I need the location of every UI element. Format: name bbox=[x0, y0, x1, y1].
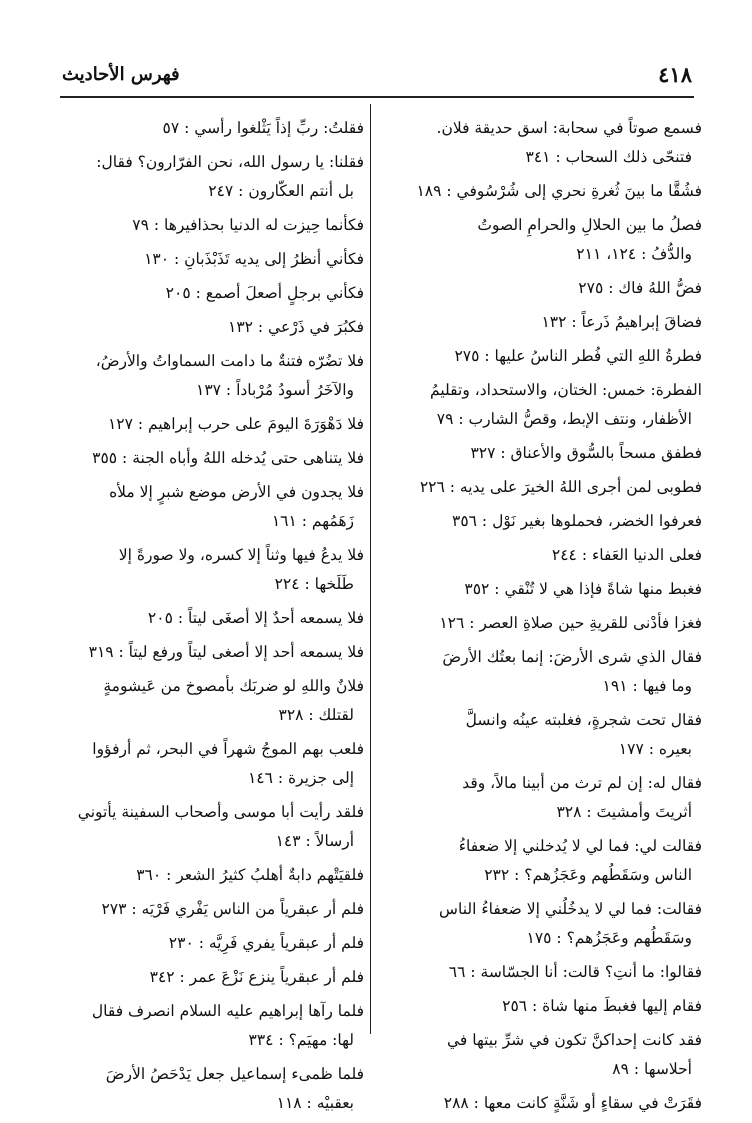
hadith-index-entry bbox=[46, 114, 364, 143]
entry-continuation: فتنحّى ذلك السحاب : ٣٤١ bbox=[525, 148, 692, 166]
entry-text: فطرةُ اللهِ التي فُطر الناسُ عليها : ٢٧٥ bbox=[454, 347, 702, 365]
hadith-index-entry bbox=[390, 308, 702, 337]
hadith-index-entry bbox=[46, 798, 364, 856]
entry-text: فكبُرَ في ذَرْعي : ١٣٢ bbox=[228, 318, 364, 336]
entry-text: فسمع صوتاً في سحابة: اسق حديقة فلان. bbox=[436, 119, 702, 137]
entry-text: فلم أر عبقرياً ينزع نَزْعَ عمر : ٣٤٢ bbox=[149, 968, 364, 986]
entry-text: فكأني أنظرُ إلى يديه تَذَبْذَبانِ : ١٣٠ bbox=[144, 250, 364, 268]
entry-continuation: إلى جزيرة : ١٤٦ bbox=[247, 769, 354, 787]
hadith-index-entry bbox=[46, 895, 364, 924]
hadith-index-entry bbox=[390, 643, 702, 701]
hadith-index-entry bbox=[390, 1089, 702, 1118]
entry-text: فقَرَتْ في سقاءٍ أو شَنَّةٍ كانت معها : ٢٨٨ bbox=[443, 1094, 702, 1112]
hadith-index-entry bbox=[390, 177, 702, 206]
hadith-index-entry bbox=[390, 274, 702, 303]
entry-text: فلا تضُرّه فتنةٌ ما دامت السماواتُ والأرضُ، bbox=[95, 352, 364, 370]
hadith-index-entry bbox=[46, 541, 364, 599]
entry-text: فضُّ اللهُ فاك : ٢٧٥ bbox=[578, 279, 702, 297]
entry-continuation: لقتلك : ٣٢٨ bbox=[278, 706, 354, 724]
entry-text: فشُقَّا ما بينَ ثُغرةِ نحري إلى شُرْسُوفي : ١٨٩ bbox=[416, 182, 702, 200]
hadith-index-entry bbox=[390, 473, 702, 502]
entry-text: فطفق مسحاً بالسُّوق والأعناق : ٣٢٧ bbox=[470, 444, 702, 462]
entry-text: فعرفوا الخضر، فحملوها بغير نَوْل : ٣٥٦ bbox=[452, 512, 702, 530]
entry-text: فغزا فأدْنى للقريةِ حين صلاةِ العصر : ١٢٦ bbox=[439, 614, 702, 632]
hadith-index-entry bbox=[390, 769, 702, 827]
hadith-index-entry bbox=[46, 211, 364, 240]
hadith-index-entry bbox=[46, 672, 364, 730]
entry-text: فلانٌ واللهِ لو ضربَك بأمصوخ من عَيشومةٍ bbox=[103, 677, 364, 695]
entry-continuation: بعقبيْه : ١١٨ bbox=[276, 1094, 354, 1112]
entry-text: فقد كانت إحداكنَّ تكون في شرِّ بيتها في bbox=[446, 1031, 702, 1049]
hadith-index-entry bbox=[390, 507, 702, 536]
header-rule bbox=[60, 96, 694, 98]
hadith-index-entry bbox=[390, 832, 702, 890]
hadith-index-entry bbox=[390, 575, 702, 604]
hadith-index-entry bbox=[390, 706, 702, 764]
entry-text: فطوبى لمن أجرى اللهُ الخيرَ على يديه : ٢٢٦ bbox=[419, 478, 702, 496]
hadith-index-entry bbox=[46, 347, 364, 405]
entry-continuation: لها: مهيَم؟ : ٣٣٤ bbox=[248, 1031, 354, 1049]
hadith-index-entry bbox=[46, 478, 364, 536]
entry-text: فقام إليها فغبطَ منها شاة : ٢٥٦ bbox=[502, 997, 702, 1015]
entry-continuation: أرسالاً : ١٤٣ bbox=[275, 832, 354, 850]
entry-text: فلا يسمعه أحدٌ إلا أصغَى ليتاً : ٢٠٥ bbox=[147, 609, 364, 627]
hadith-index-entry bbox=[390, 1026, 702, 1084]
entry-continuation: طَلَخها : ٢٢٤ bbox=[274, 575, 354, 593]
entry-text: فكأنما حِيزت له الدنيا بحذافيرها : ٧٩ bbox=[132, 216, 364, 234]
hadith-index-entry bbox=[46, 638, 364, 667]
entry-continuation: الأظفار، ونتف الإبط، وقصُّ الشارب : ٧٩ bbox=[436, 410, 692, 428]
hadith-index-entry bbox=[46, 929, 364, 958]
entry-text: فلقد رأيت أبا موسى وأصحاب السفينة يأتوني bbox=[77, 803, 364, 821]
entry-text: فلا يدعُ فيها وثناً إلا كسره، ولا صورةً إلا bbox=[118, 546, 364, 564]
running-title: فهرس الأحاديث bbox=[62, 64, 180, 85]
column-divider bbox=[370, 104, 371, 1034]
entry-text: فغبط منها شاةً فإذا هي لا تُنْقي : ٣٥٢ bbox=[464, 580, 702, 598]
entry-text: فقالت لي: فما لي لا يُدخلني إلا ضعفاءُ bbox=[458, 837, 702, 855]
entry-continuation: أحلاسها : ٨٩ bbox=[612, 1060, 692, 1078]
entry-text: الفطرة: خمس: الختان، والاستحداد، وتقليمُ bbox=[430, 381, 702, 399]
entry-continuation: وسَقَطُهم وعَجَزُهم؟ : ١٧٥ bbox=[526, 929, 692, 947]
entry-text: فقلنا: يا رسول الله، نحن الفرّارون؟ فقال: bbox=[96, 153, 364, 171]
hadith-index-entry bbox=[46, 279, 364, 308]
entry-text: فلما رآها إبراهيم عليه السلام انصرف فقال bbox=[91, 1002, 364, 1020]
entry-continuation: والآخَرُ أسودُ مُرْباداً : ١٣٧ bbox=[196, 381, 354, 399]
entry-text: فلا يتناهى حتى يُدخله اللهُ وأباه الجنة : ٣٥٥ bbox=[92, 449, 364, 467]
hadith-index-entry bbox=[390, 541, 702, 570]
entry-text: فلم أر عبقرياً يفري فَرِيَّه : ٢٣٠ bbox=[168, 934, 364, 952]
entry-text: فعلى الدنيا العَفاء : ٢٤٤ bbox=[551, 546, 702, 564]
right-column bbox=[390, 114, 702, 1123]
entry-text: فقال له: إن لم ترث من أبينا مالاً، وقد bbox=[462, 774, 702, 792]
entry-text: فقال الذي شرى الأرضَ: إنما بعتُك الأرضَ bbox=[442, 648, 702, 666]
entry-continuation: بعيره : ١٧٧ bbox=[618, 740, 692, 758]
hadith-index-entry bbox=[46, 1060, 364, 1118]
hadith-index-entry bbox=[46, 148, 364, 206]
hadith-index-entry bbox=[46, 861, 364, 890]
hadith-index-entry bbox=[46, 245, 364, 274]
entry-continuation: الناس وسَقَطُهم وعَجَزُهم؟ : ٢٣٢ bbox=[484, 866, 692, 884]
entry-text: فقالوا: ما أنتِ؟ قالت: أنا الجسّاسة : ٦٦ bbox=[448, 963, 702, 981]
hadith-index-entry bbox=[390, 609, 702, 638]
entry-text: فلا دَهْوَرَةَ اليومَ على حرب إبراهيم : ١٢٧ bbox=[107, 415, 364, 433]
entry-continuation: وما فيها : ١٩١ bbox=[602, 677, 692, 695]
hadith-index-entry bbox=[390, 958, 702, 987]
hadith-index-entry bbox=[46, 410, 364, 439]
entry-text: فلقيَتْهم دابةٌ أهلبُ كثيرُ الشعر : ٣٦٠ bbox=[136, 866, 364, 884]
left-column bbox=[46, 114, 364, 1123]
hadith-index-entry bbox=[46, 313, 364, 342]
entry-continuation: زَهَمُهم : ١٦١ bbox=[271, 512, 354, 530]
page-header bbox=[62, 58, 692, 92]
entry-text: فلا يسمعه أحد إلا أصغى ليتاً ورفع ليتاً : ٣١٩ bbox=[88, 643, 364, 661]
hadith-index-entry bbox=[390, 992, 702, 1021]
hadith-index-entry bbox=[390, 439, 702, 468]
page-number: ٤١٨ bbox=[658, 62, 692, 87]
entry-continuation: والدُّفُ : ١٢٤، ٢١١ bbox=[576, 245, 692, 263]
hadith-index-entry bbox=[390, 376, 702, 434]
hadith-index-entry bbox=[46, 735, 364, 793]
hadith-index-entry bbox=[390, 211, 702, 269]
hadith-index-entry bbox=[390, 895, 702, 953]
entry-text: فضاقَ إبراهيمُ ذَرعاً : ١٣٢ bbox=[541, 313, 702, 331]
entry-text: فقالت: فما لي لا يدخُلُني إلا ضعفاءُ الناس bbox=[439, 900, 702, 918]
hadith-index-entry bbox=[390, 114, 702, 172]
entry-continuation: بل أنتم العكّارون : ٢٤٧ bbox=[208, 182, 354, 200]
entry-text: فقال تحت شجرةٍ، فغلبته عينُه وانسلَّ bbox=[465, 711, 702, 729]
entry-text: فلما ظمىء إسماعيل جعل يَدْحَصُ الأرضَ bbox=[105, 1065, 364, 1083]
entry-text: فقلتُ: ربِّ إذاً يَثْلغوا رأسي : ٥٧ bbox=[162, 119, 364, 137]
entry-continuation: أثريتَ وأمشيتَ : ٣٢٨ bbox=[556, 803, 692, 821]
hadith-index-entry bbox=[46, 963, 364, 992]
entry-text: فصلُ ما بين الحلالِ والحرامِ الصوتُ bbox=[477, 216, 702, 234]
hadith-index-entry bbox=[46, 997, 364, 1055]
hadith-index-entry bbox=[46, 444, 364, 473]
entry-text: فكأني برجلٍ أصعلَ أصمع : ٢٠٥ bbox=[165, 284, 364, 302]
hadith-index-entry bbox=[390, 342, 702, 371]
entry-text: فلا يجدون في الأرض موضع شبرٍ إلا ملأه bbox=[109, 483, 364, 501]
hadith-index-entry bbox=[46, 604, 364, 633]
entry-text: فلعب بهم الموجُ شهراً في البحر، ثم أرفؤوا bbox=[92, 740, 364, 758]
entry-text: فلم أر عبقرياً من الناس يَفْري فَرْيَه : ٢٧٣ bbox=[101, 900, 364, 918]
